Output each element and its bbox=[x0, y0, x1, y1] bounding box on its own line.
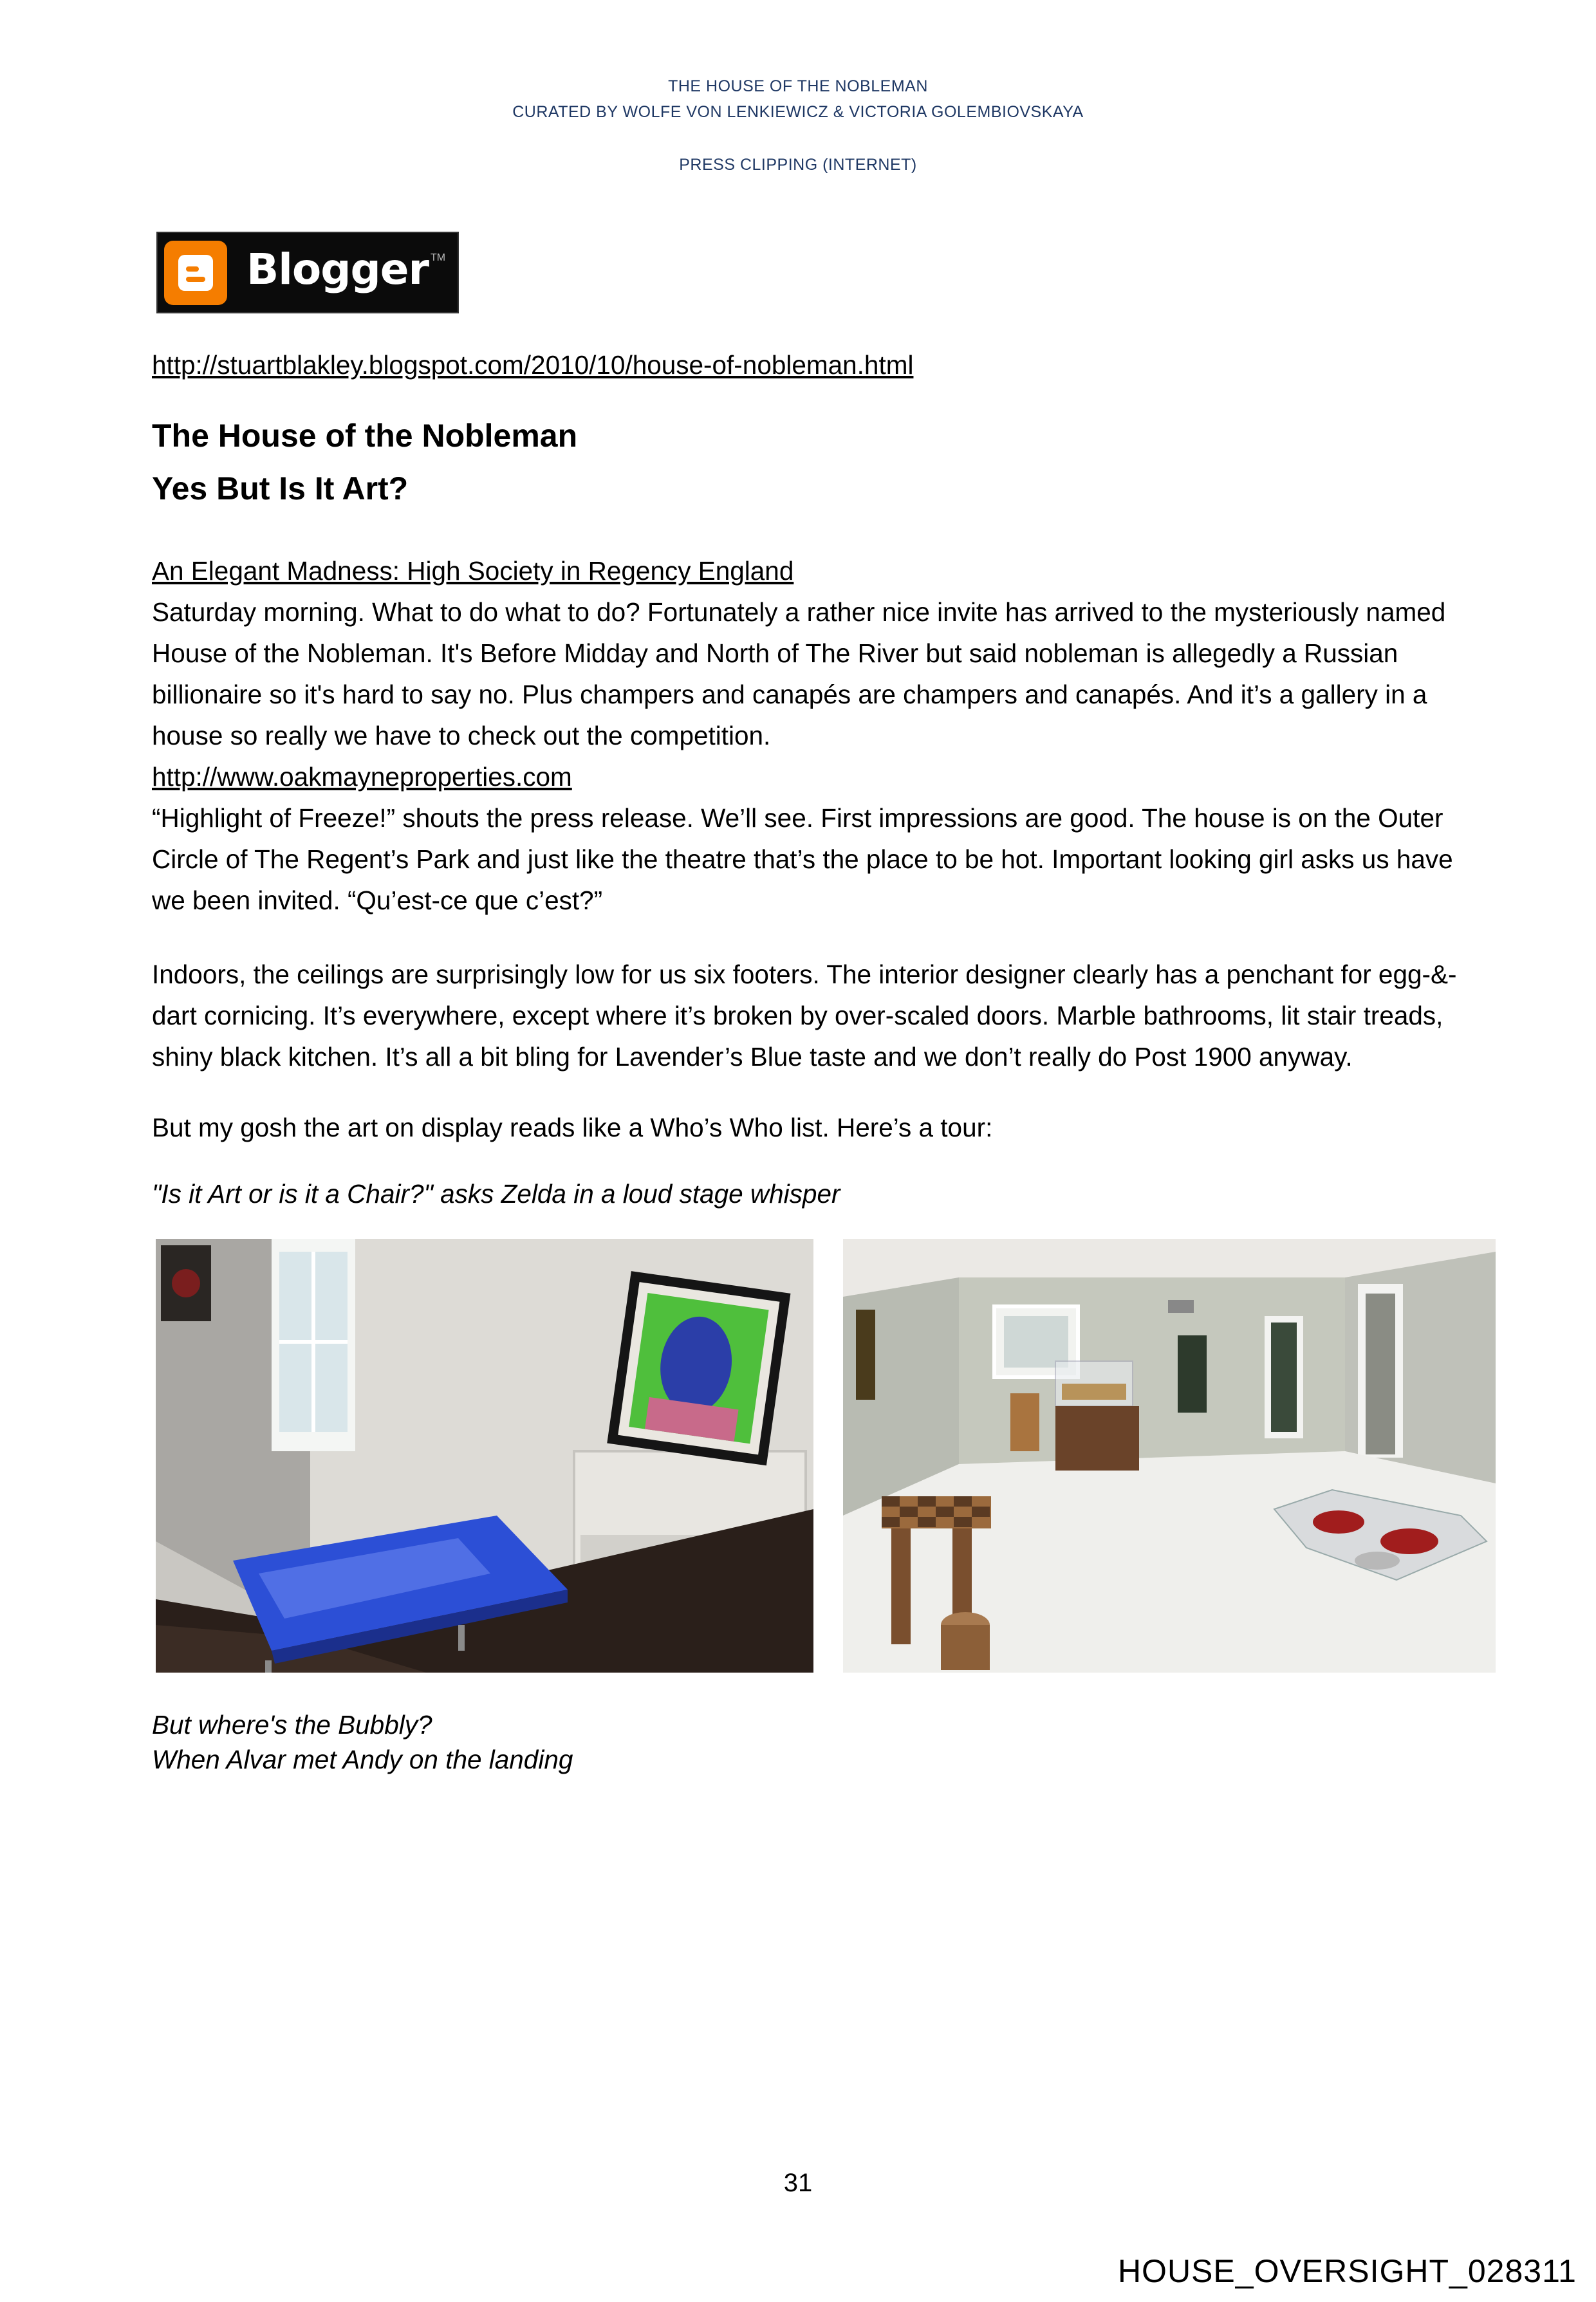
paragraph-2-line: “Highlight of Freeze!” shouts the press release. We’ll see. First impressions are good. The house is on the Outer bbox=[152, 803, 1443, 833]
subheading-link[interactable]: An Elegant Madness: High Society in Regency England bbox=[152, 556, 794, 586]
paragraph-1-line: House of the Nobleman. It's Before Midday and North of The River but said nobleman is allegedly a Russian bbox=[152, 638, 1398, 668]
photo-gallery-room bbox=[843, 1239, 1496, 1673]
header-curators: CURATED BY WOLFE VON LENKIEWICZ & VICTORIA GOLEMBIOVSKAYA bbox=[512, 103, 1084, 121]
paragraph-3-line: shiny black kitchen. It’s all a bit bling for Lavender’s Blue taste and we don’t really do Post 1900 anyway. bbox=[152, 1042, 1353, 1072]
paragraph-1-line: Saturday morning. What to do what to do? Fortunately a rather nice invite has arrived to the mysteriously named bbox=[152, 597, 1446, 627]
trademark-mark: TM bbox=[431, 252, 446, 263]
photo-blue-table-room bbox=[156, 1239, 813, 1673]
paragraph-3-line: Indoors, the ceilings are surprisingly low for us six footers. The interior designer clearly has a penchant for egg-&- bbox=[152, 960, 1457, 989]
paragraph-2-line: Circle of The Regent’s Park and just like the theatre that’s the place to be hot. Important looking girl asks us have bbox=[152, 844, 1453, 874]
caption-alvar-andy: When Alvar met Andy on the landing bbox=[152, 1745, 573, 1774]
paragraph-1-line: billionaire so it's hard to say no. Plus champers and canapés are champers and canapés. And it’s a gallery in a bbox=[152, 680, 1427, 709]
article-title: The House of the Nobleman bbox=[152, 418, 578, 454]
blogger-logo bbox=[156, 232, 459, 313]
header-title: THE HOUSE OF THE NOBLEMAN bbox=[668, 77, 928, 95]
header-press-clipping: PRESS CLIPPING (INTERNET) bbox=[679, 156, 917, 174]
paragraph-1-line: house so really we have to check out the competition. bbox=[152, 721, 771, 750]
article-subtitle: Yes But Is It Art? bbox=[152, 470, 409, 506]
oakmayne-link[interactable]: http://www.oakmayneproperties.com bbox=[152, 762, 572, 792]
paragraph-4: But my gosh the art on display reads like a Who’s Who list. Here’s a tour: bbox=[152, 1113, 993, 1142]
caption-bubbly: But where's the Bubbly? bbox=[152, 1710, 432, 1740]
paragraph-3-line: dart cornicing. It’s everywhere, except where it’s broken by over-scaled doors. Marble bathrooms, lit stair treads, bbox=[152, 1001, 1443, 1030]
photo-caption-top: "Is it Art or is it a Chair?" asks Zelda in a loud stage whisper bbox=[152, 1179, 840, 1209]
source-url-link[interactable]: http://stuartblakley.blogspot.com/2010/10/house-of-nobleman.html bbox=[152, 350, 914, 380]
bates-number: HOUSE_OVERSIGHT_028311 bbox=[1117, 2253, 1577, 2289]
blogger-badge-icon bbox=[164, 241, 227, 305]
blogger-wordmark: Blogger bbox=[246, 245, 429, 294]
page-number: 31 bbox=[783, 2169, 813, 2197]
paragraph-2-line: we been invited. “Qu’est-ce que c’est?” bbox=[152, 886, 603, 915]
